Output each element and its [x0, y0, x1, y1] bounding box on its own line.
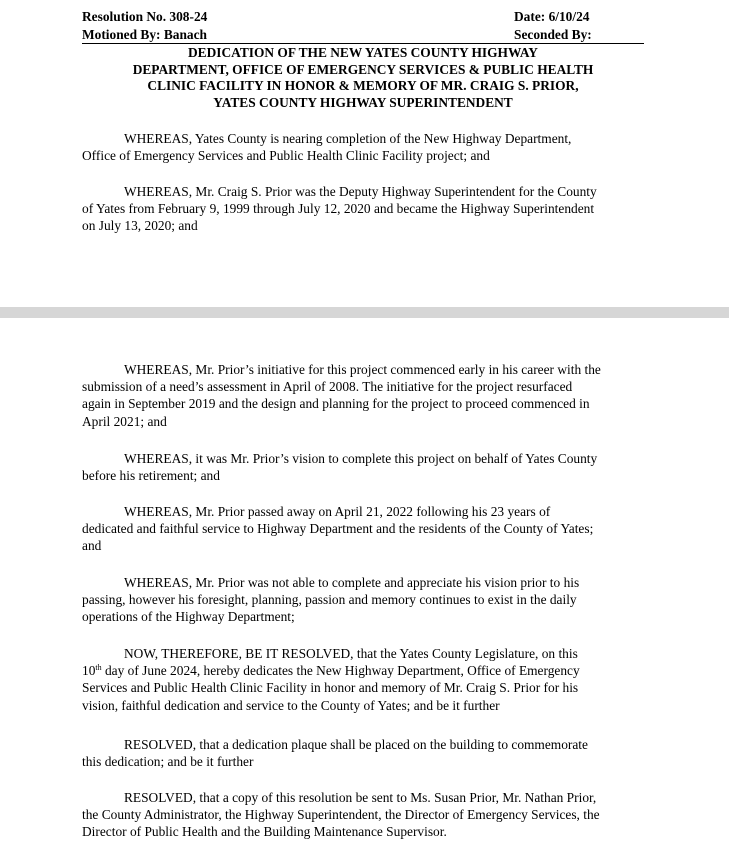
paragraph-line: vision, faithful dedication and service to the County of Yates; and be it further [82, 697, 500, 713]
resolution-title [82, 45, 644, 111]
document-page-1 [0, 0, 729, 307]
seconded-by: Seconded By: [514, 27, 592, 42]
paragraph-line: WHEREAS, Mr. Prior passed away on April 21, 2022 following his 23 years of [124, 504, 551, 519]
paragraph-line: WHEREAS, it was Mr. Prior’s vision to complete this project on behalf of Yates County [124, 451, 598, 466]
document-page-2 [0, 318, 729, 849]
paragraph-line: submission of a need’s assessment in April of 2008. The initiative for the project resurfaced [82, 379, 573, 395]
paragraph-line: the County Administrator, the Highway Superintendent, the Director of Emergency Services, the [82, 807, 600, 823]
paragraph-line: WHEREAS, Mr. Prior’s initiative for this project commenced early in his career with the [124, 362, 601, 377]
header-divider [82, 43, 644, 44]
paragraph-line: this dedication; and be it further [82, 754, 254, 770]
paragraph-line: on July 13, 2020; and [82, 218, 198, 234]
resolved-paragraph [82, 736, 642, 770]
paragraph-line: WHEREAS, Mr. Craig S. Prior was the Deputy Highway Superintendent for the County [124, 184, 597, 199]
whereas-paragraph [82, 130, 642, 164]
whereas-paragraph [82, 450, 642, 484]
paragraph-line: of Yates from February 9, 1999 through July 12, 2020 and became the Highway Superintendent [82, 201, 595, 217]
paragraph-line: Office of Emergency Services and Public Health Clinic Facility project; and [82, 148, 490, 164]
paragraph-line: passing, however his foresight, planning, passion and memory continues to exist in the daily [82, 592, 577, 608]
day-suffix: th [95, 663, 102, 673]
paragraph-line: WHEREAS, Mr. Prior was not able to complete and appreciate his vision prior to his [124, 575, 580, 590]
paragraph-line: April 2021; and [82, 413, 167, 429]
day-number: 10 [82, 663, 96, 679]
paragraph-line: dedicated and faithful service to Highway Department and the residents of the County of Yates; [82, 521, 594, 537]
resolved-paragraph [82, 789, 642, 841]
paragraph-line: RESOLVED, that a dedication plaque shall be placed on the building to commemorate [124, 737, 588, 752]
whereas-paragraph [82, 183, 642, 235]
whereas-paragraph [82, 503, 642, 555]
title-line: YATES COUNTY HIGHWAY SUPERINTENDENT [213, 94, 513, 110]
title-line: DEPARTMENT, OFFICE OF EMERGENCY SERVICES & PUBLIC HEALTH [132, 61, 594, 77]
paragraph-line: and [82, 538, 102, 554]
resolution-number: Resolution No. 308-24 [82, 9, 208, 24]
resolution-date: Date: 6/10/24 [514, 9, 590, 24]
title-line: CLINIC FACILITY IN HONOR & MEMORY OF MR. CRAIG S. PRIOR, [147, 78, 579, 93]
paragraph-line: before his retirement; and [82, 468, 220, 484]
paragraph-line: again in September 2019 and the design and planning for the project to proceed commenced in [82, 396, 590, 412]
paragraph-line: operations of the Highway Department; [82, 609, 295, 625]
paragraph-line: NOW, THEREFORE, BE IT RESOLVED, that the Yates County Legislature, on this [124, 646, 578, 661]
paragraph-line: WHEREAS, Yates County is nearing completion of the New Highway Department, [124, 131, 572, 146]
motioned-by: Motioned By: Banach [82, 27, 207, 42]
paragraph-line: Services and Public Health Clinic Facility in honor and memory of Mr. Craig S. Prior for his [82, 680, 579, 696]
paragraph-line-rest: day of June 2024, hereby dedicates the New Highway Department, Office of Emergency [101, 663, 580, 679]
paragraph-line [82, 662, 642, 679]
whereas-paragraph [82, 361, 642, 430]
page-separator [0, 307, 729, 318]
whereas-paragraph [82, 574, 642, 626]
paragraph-line: RESOLVED, that a copy of this resolution be sent to Ms. Susan Prior, Mr. Nathan Prior, [124, 790, 597, 805]
resolved-paragraph [82, 645, 642, 714]
title-line: DEDICATION OF THE NEW YATES COUNTY HIGHWAY [188, 45, 538, 60]
paragraph-line: Director of Public Health and the Building Maintenance Supervisor. [82, 824, 447, 840]
